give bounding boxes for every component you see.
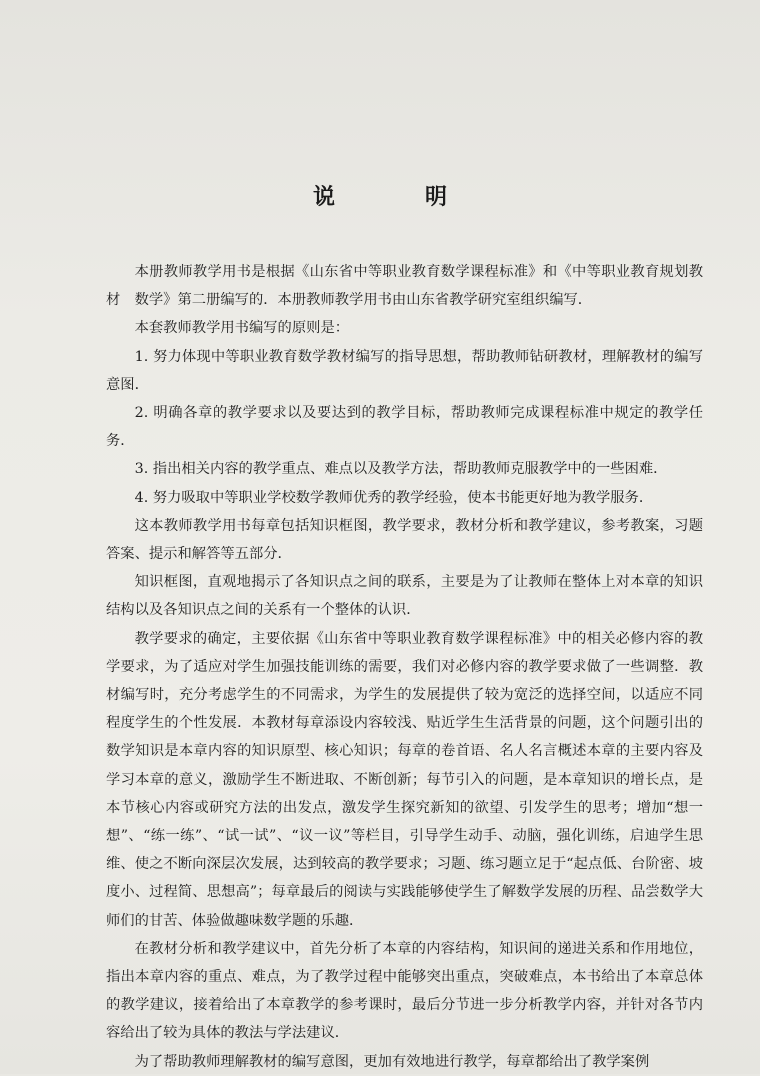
paragraph: 教学要求的确定，主要依据《山东省中等职业教育数学课程标准》中的相关必修内容的教学要求，为了适应对学生加强技能训练的需要，我们对必修内容的教学要求做了一些调整．教材编写时，充分考虑学生的不同需求，为学生的发展提供了较为宽泛的选择空间，以适应不同程度学生的个性发展．本教材每章添设内容较浅、贴近学生生活背景的问题，这个问题引出的数学知识是本章内容的知识原型、核心知识；每章的卷首语、名人名言概述本章的主要内容及学习本章的意义，激励学生不断进取、不断创新；每节引入的问题，是本章知识的增长点，是本节核心内容或研究方法的出发点，激发学生探究新知的欲望、引发学生的思考；增加“想一想”、“练一练”、“试一试”、“议一议”等栏目，引导学生动手、动脑，强化训练，启迪学生思维、使之不断向深层次发展，达到较高的教学要求；习题、练习题立足于“起点低、台阶密、坡度小、过程简、思想高”；每章最后的阅读与实践能够使学生了解数学发展的历程、品尝数学大师们的甘苦、体验做趣味数学题的乐趣． xyxy=(106,630,703,929)
paragraph: 4. 努力吸取中等职业学校数学教师优秀的教学经验，使本书能更好地为教学服务． xyxy=(134,489,654,506)
body-text xyxy=(106,258,703,1076)
paragraph: 知识框图，直观地揭示了各知识点之间的联系，主要是为了让教师在整体上对本章的知识结构以及各知识点之间的关系有一个整体的认识． xyxy=(106,574,703,619)
page-title: 说 明 xyxy=(312,184,481,210)
paragraph: 3. 指出相关内容的教学重点、难点以及教学方法，帮助教师克服教学中的一些困难． xyxy=(134,461,668,478)
paragraph: 为了帮助教师理解教材的编写意图，更加有效地进行教学，每章都给出了教学案例 xyxy=(134,1053,650,1070)
paragraph: 2. 明确各章的教学要求以及要达到的教学目标，帮助教师完成课程标准中规定的教学任务． xyxy=(106,405,703,450)
paragraph: 这本教师教学用书每章包括知识框图，教学要求，教材分析和教学建议，参考教案，习题答案、提示和解答等五部分． xyxy=(106,517,703,563)
paragraph: 本套教师教学用书编写的原则是： xyxy=(134,320,350,337)
paragraph: 在教材分析和教学建议中，首先分析了本章的内容结构，知识间的递进关系和作用地位，指出本章内容的重点、难点，为了教学过程中能够突出重点，突破难点，本书给出了本章总体的教学建议，接着给出了本章教学的参考课时，最后分节进一步分析教学内容，并针对各节内容给出了较为具体的教法与学法建议． xyxy=(106,940,703,1042)
paragraph: 1. 努力体现中等职业教育数学教材编写的指导思想，帮助教师钻研教材，理解教材的编写意图． xyxy=(106,348,703,393)
paragraph: 本册教师教学用书是根据《山东省中等职业教育数学课程标准》和《中等职业教育规划教材 数学》第二册编写的．本册教师教学用书由山东省教学研究室组织编写． xyxy=(106,264,703,309)
